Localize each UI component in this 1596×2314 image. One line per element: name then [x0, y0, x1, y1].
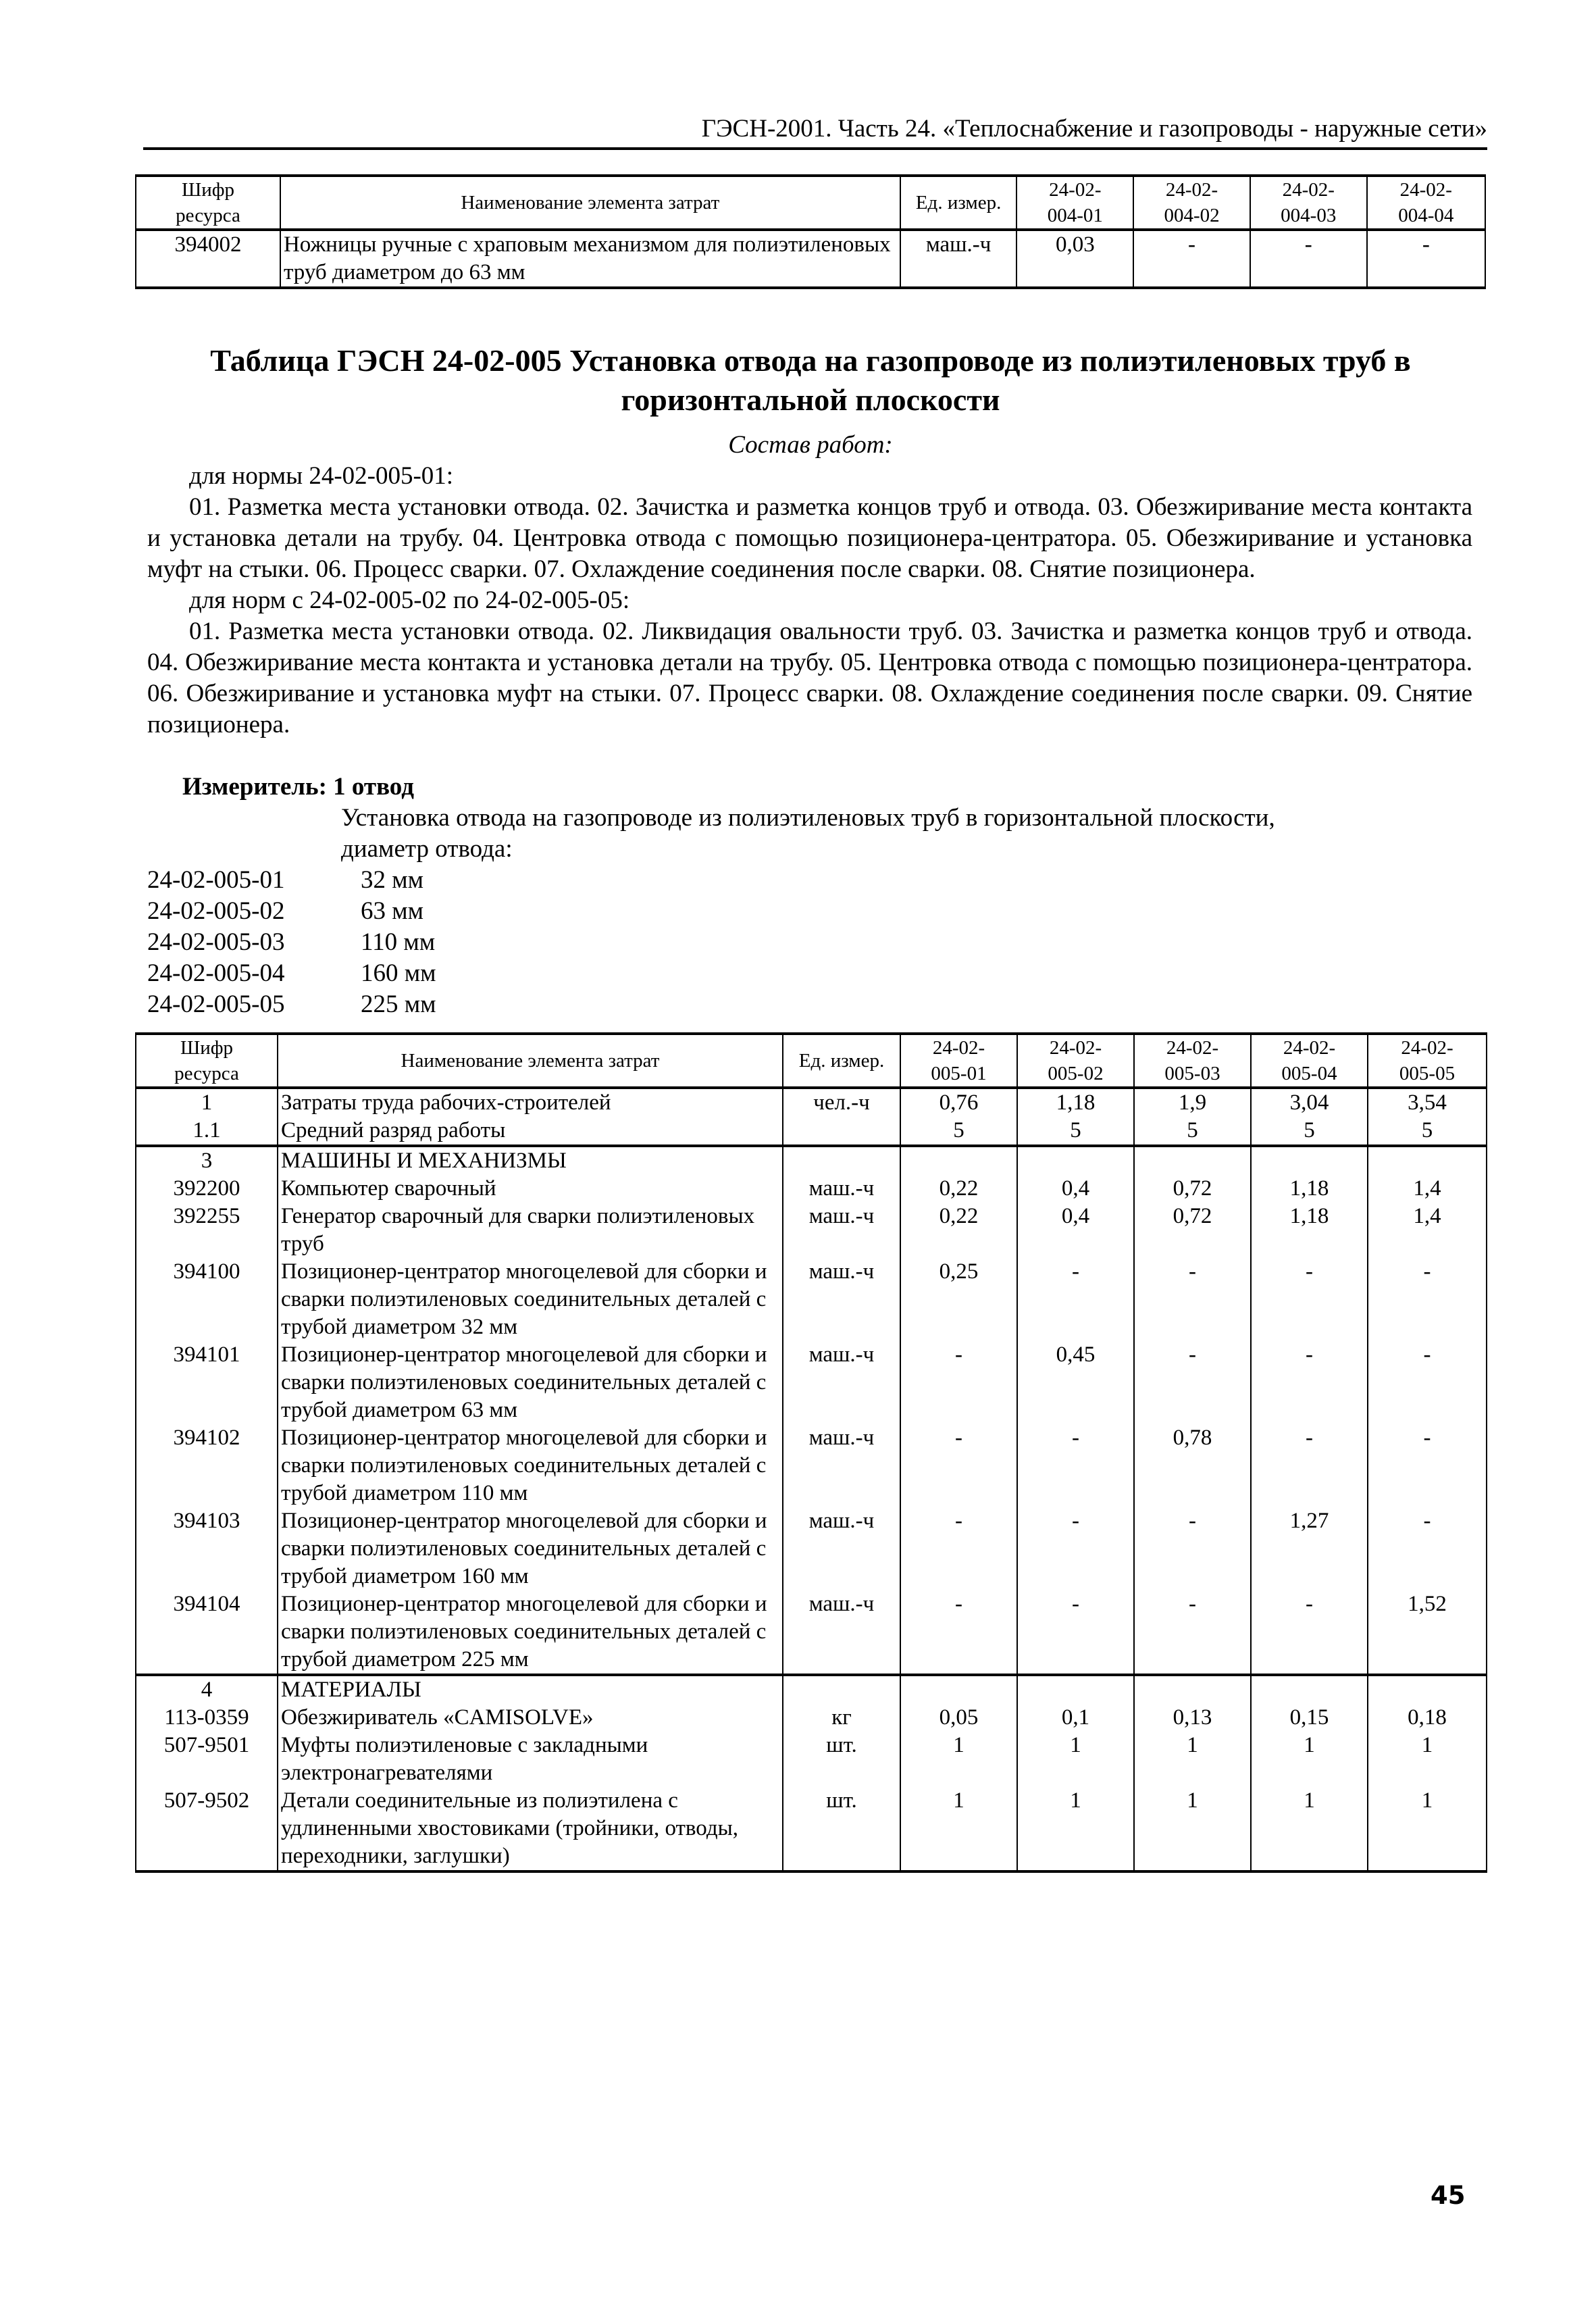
resource-code: 507-9501 [136, 1732, 278, 1787]
resource-name: Позиционер-центратор многоцелевой для сборки и сварки полиэтиленовых соединительных деталей с трубой диаметром 160 мм [278, 1507, 783, 1590]
resource-unit: шт. [783, 1732, 900, 1787]
resource-name: Средний разряд работы [278, 1117, 783, 1146]
norm-value: 1 [1368, 1787, 1487, 1871]
table-row [136, 1203, 1487, 1258]
norm-value: 0,1 [1017, 1704, 1134, 1732]
table-row [136, 1424, 1487, 1507]
table-24-02-005 [135, 1032, 1487, 1873]
norm-group-label: для норм с 24-02-005-02 по 24-02-005-05: [189, 586, 630, 614]
col-header-unit: Ед. измер. [900, 176, 1017, 230]
resource-unit: шт. [783, 1787, 900, 1871]
norm-value [1251, 1146, 1368, 1175]
norm-value: 1 [1251, 1787, 1368, 1871]
norm-value: - [1367, 230, 1485, 288]
norm-value: - [1368, 1341, 1487, 1424]
norm-value: - [1017, 1507, 1134, 1590]
norm-value [1368, 1146, 1487, 1175]
resource-code: 394100 [136, 1258, 278, 1341]
table-row [136, 230, 1485, 288]
resource-code: 1 [136, 1088, 278, 1117]
table-header-row [136, 176, 1485, 230]
resource-unit: маш.-ч [783, 1258, 900, 1341]
resource-code: 392255 [136, 1203, 278, 1258]
resource-code: 394102 [136, 1424, 278, 1507]
norm-value: - [1251, 1424, 1368, 1507]
col-header-norm: 24-02- 005-01 [900, 1034, 1017, 1088]
resource-code: 394101 [136, 1341, 278, 1424]
norm-value: 0,15 [1251, 1704, 1368, 1732]
norm-code-item: 24-02-005-02 63 мм [147, 897, 424, 925]
running-header: ГЭСН-2001. Часть 24. «Теплоснабжение и газопроводы - наружные сети» [143, 114, 1487, 150]
table-body [136, 1088, 1487, 1871]
norm-value: 1,18 [1251, 1175, 1368, 1203]
norm-value [1134, 1675, 1251, 1704]
table-row [136, 1341, 1487, 1424]
resource-name: Обезжириватель «CAMISOLVE» [278, 1704, 783, 1732]
resource-unit: маш.-ч [783, 1507, 900, 1590]
norm-value: - [1134, 1507, 1251, 1590]
norm-value [900, 1675, 1017, 1704]
resource-name: Компьютер сварочный [278, 1175, 783, 1203]
norm-value [900, 1146, 1017, 1175]
section-row [136, 1146, 1487, 1175]
norm-group-text: 01. Разметка места установки отвода. 02. Ликвидация овальности труб. 03. Зачистка и разметка концов труб и отвода. 04. Обезжиривание места контакта и установка детали на трубу. 05. Центровка отвода с помощью позиционера-центратора. 06. Обезжиривание и установка муфт на стыки. 07. Процесс сварки. 08. Охлаждение соединения после сварки. 09. Снятие позиционера. [147, 618, 1472, 738]
norm-value: 1,9 [1134, 1088, 1251, 1117]
norm-value: 5 [1017, 1117, 1134, 1146]
norm-value: 1,18 [1017, 1088, 1134, 1117]
norm-value: 0,45 [1017, 1341, 1134, 1424]
composition-label: Состав работ: [728, 431, 893, 459]
norm-value: - [1017, 1424, 1134, 1507]
resource-unit: маш.-ч [783, 1590, 900, 1675]
resource-name: МАШИНЫ И МЕХАНИЗМЫ [278, 1146, 783, 1175]
table-row [136, 1507, 1487, 1590]
norm-value: 1 [900, 1732, 1017, 1787]
norm-value: 0,13 [1134, 1704, 1251, 1732]
page-number: 45 [1431, 2181, 1466, 2210]
resource-name: МАТЕРИАЛЫ [278, 1675, 783, 1704]
norm-value [1251, 1675, 1368, 1704]
resource-unit: маш.-ч [900, 230, 1017, 288]
norm-value: 1,18 [1251, 1203, 1368, 1258]
col-header-norm: 24-02- 004-03 [1250, 176, 1367, 230]
resource-unit [783, 1117, 900, 1146]
norm-value: 0,4 [1017, 1175, 1134, 1203]
norm-value: - [1368, 1424, 1487, 1507]
norm-value: 5 [900, 1117, 1017, 1146]
table-header-row [136, 1034, 1487, 1088]
col-header-norm: 24-02- 004-01 [1016, 176, 1133, 230]
norm-value: 1,52 [1368, 1590, 1487, 1675]
norm-value: 1,4 [1368, 1203, 1487, 1258]
norm-value [1017, 1675, 1134, 1704]
norm-value: 1 [900, 1787, 1017, 1871]
norm-value: - [1251, 1258, 1368, 1341]
resource-name: Муфты полиэтиленовые с закладными электронагревателями [278, 1732, 783, 1787]
norm-code-item: 24-02-005-05 225 мм [147, 990, 436, 1018]
measure-description: Установка отвода на газопроводе из полиэтиленовых труб в горизонтальной плоскости, диаметр отвода: [341, 804, 1275, 863]
resource-code: 394104 [136, 1590, 278, 1675]
resource-unit: маш.-ч [783, 1424, 900, 1507]
table-24-02-004 [135, 174, 1486, 289]
measure-label: Измеритель: 1 отвод [182, 773, 414, 801]
norm-code-item: 24-02-005-04 160 мм [147, 959, 436, 987]
norm-value: 0,22 [900, 1175, 1017, 1203]
norm-code-item: 24-02-005-03 110 мм [147, 928, 436, 956]
col-header-norm: 24-02- 004-04 [1367, 176, 1485, 230]
norm-value: - [1251, 1341, 1368, 1424]
norm-value: 3,04 [1251, 1088, 1368, 1117]
norm-value: 0,72 [1134, 1175, 1251, 1203]
resource-code: 4 [136, 1675, 278, 1704]
norm-value: 1 [1017, 1787, 1134, 1871]
norm-value: 1 [1368, 1732, 1487, 1787]
norm-value: 0,76 [900, 1088, 1017, 1117]
resource-name: Позиционер-центратор многоцелевой для сборки и сварки полиэтиленовых соединительных деталей с трубой диаметром 225 мм [278, 1590, 783, 1675]
resource-unit: маш.-ч [783, 1175, 900, 1203]
norm-codes-list [147, 865, 436, 1020]
col-header-name: Наименование элемента затрат [278, 1034, 783, 1088]
norm-value: 1 [1134, 1732, 1251, 1787]
norm-value: 1,27 [1251, 1507, 1368, 1590]
col-header-norm: 24-02- 005-05 [1368, 1034, 1487, 1088]
norm-value: 0,78 [1134, 1424, 1251, 1507]
section-title: Таблица ГЭСН 24-02-005 Установка отвода на газопроводе из полиэтиленовых труб в горизонтальной плоскости [210, 343, 1411, 417]
resource-name: Генератор сварочный для сварки полиэтиленовых труб [278, 1203, 783, 1258]
col-header-norm: 24-02- 005-04 [1251, 1034, 1368, 1088]
table-row [136, 1704, 1487, 1732]
norm-group-label: для нормы 24-02-005-01: [189, 462, 454, 490]
resource-code: 394002 [136, 230, 280, 288]
resource-name: Позиционер-центратор многоцелевой для сборки и сварки полиэтиленовых соединительных деталей с трубой диаметром 63 мм [278, 1341, 783, 1424]
norm-value: 1 [1251, 1732, 1368, 1787]
norm-value: - [1134, 1258, 1251, 1341]
section-row [136, 1675, 1487, 1704]
resource-code: 113-0359 [136, 1704, 278, 1732]
norm-value: 0,03 [1016, 230, 1133, 288]
resource-name: Детали соединительные из полиэтилена с удлиненными хвостовиками (тройники, отводы, переходники, заглушки) [278, 1787, 783, 1871]
col-header-code: Шифр ресурса [136, 176, 280, 230]
table-row [136, 1175, 1487, 1203]
norm-value: 3,54 [1368, 1088, 1487, 1117]
col-header-unit: Ед. измер. [783, 1034, 900, 1088]
norm-value: 1 [1017, 1732, 1134, 1787]
work-composition [147, 461, 1472, 740]
norm-value: - [900, 1507, 1017, 1590]
col-header-code: Шифр ресурса [136, 1034, 278, 1088]
norm-value: - [900, 1590, 1017, 1675]
col-header-norm: 24-02- 004-02 [1133, 176, 1250, 230]
table-row [136, 1787, 1487, 1871]
resource-unit [783, 1675, 900, 1704]
table-row [136, 1117, 1487, 1146]
norm-value: 0,4 [1017, 1203, 1134, 1258]
norm-value [1134, 1146, 1251, 1175]
col-header-name: Наименование элемента затрат [280, 176, 900, 230]
norm-code-item: 24-02-005-01 32 мм [147, 866, 424, 894]
resource-code: 3 [136, 1146, 278, 1175]
norm-value: 5 [1368, 1117, 1487, 1146]
norm-value: - [1133, 230, 1250, 288]
norm-value: - [1368, 1258, 1487, 1341]
table-row [136, 1590, 1487, 1675]
norm-value: 0,05 [900, 1704, 1017, 1732]
norm-value: - [1017, 1258, 1134, 1341]
resource-code: 1.1 [136, 1117, 278, 1146]
norm-value: - [1251, 1590, 1368, 1675]
table-row [136, 1088, 1487, 1117]
norm-value [1368, 1675, 1487, 1704]
resource-code: 392200 [136, 1175, 278, 1203]
resource-name: Ножницы ручные с храповым механизмом для полиэтиленовых труб диаметром до 63 мм [280, 230, 900, 288]
norm-value: - [900, 1341, 1017, 1424]
resource-unit [783, 1146, 900, 1175]
resource-name: Позиционер-центратор многоцелевой для сборки и сварки полиэтиленовых соединительных деталей с трубой диаметром 32 мм [278, 1258, 783, 1341]
resource-unit: маш.-ч [783, 1203, 900, 1258]
resource-unit: кг [783, 1704, 900, 1732]
norm-value: 0,25 [900, 1258, 1017, 1341]
norm-value: - [1368, 1507, 1487, 1590]
norm-value: 1 [1134, 1787, 1251, 1871]
resource-unit: чел.-ч [783, 1088, 900, 1117]
norm-value: - [1250, 230, 1367, 288]
norm-value: 5 [1251, 1117, 1368, 1146]
norm-value: - [1134, 1341, 1251, 1424]
resource-name: Затраты труда рабочих-строителей [278, 1088, 783, 1117]
norm-value: 5 [1134, 1117, 1251, 1146]
norm-value: - [1017, 1590, 1134, 1675]
resource-code: 394103 [136, 1507, 278, 1590]
norm-value: - [900, 1424, 1017, 1507]
resource-unit: маш.-ч [783, 1341, 900, 1424]
norm-value: 1,4 [1368, 1175, 1487, 1203]
col-header-norm: 24-02- 005-03 [1134, 1034, 1251, 1088]
norm-value [1017, 1146, 1134, 1175]
norm-value: 0,22 [900, 1203, 1017, 1258]
table-row [136, 1258, 1487, 1341]
resource-code: 507-9502 [136, 1787, 278, 1871]
col-header-norm: 24-02- 005-02 [1017, 1034, 1134, 1088]
table-row [136, 1732, 1487, 1787]
norm-value: 0,72 [1134, 1203, 1251, 1258]
norm-group-text: 01. Разметка места установки отвода. 02. Зачистка и разметка концов труб и отвода. 03. Обезжиривание места контакта и установка детали на трубу. 04. Центровка отвода с помощью позиционера-центратора. 05. Обезжиривание и установка муфт на стыки. 06. Процесс сварки. 07. Охлаждение соединения после сварки. 08. Снятие позиционера. [147, 493, 1472, 583]
norm-value: 0,18 [1368, 1704, 1487, 1732]
norm-value: - [1134, 1590, 1251, 1675]
resource-name: Позиционер-центратор многоцелевой для сборки и сварки полиэтиленовых соединительных деталей с трубой диаметром 110 мм [278, 1424, 783, 1507]
